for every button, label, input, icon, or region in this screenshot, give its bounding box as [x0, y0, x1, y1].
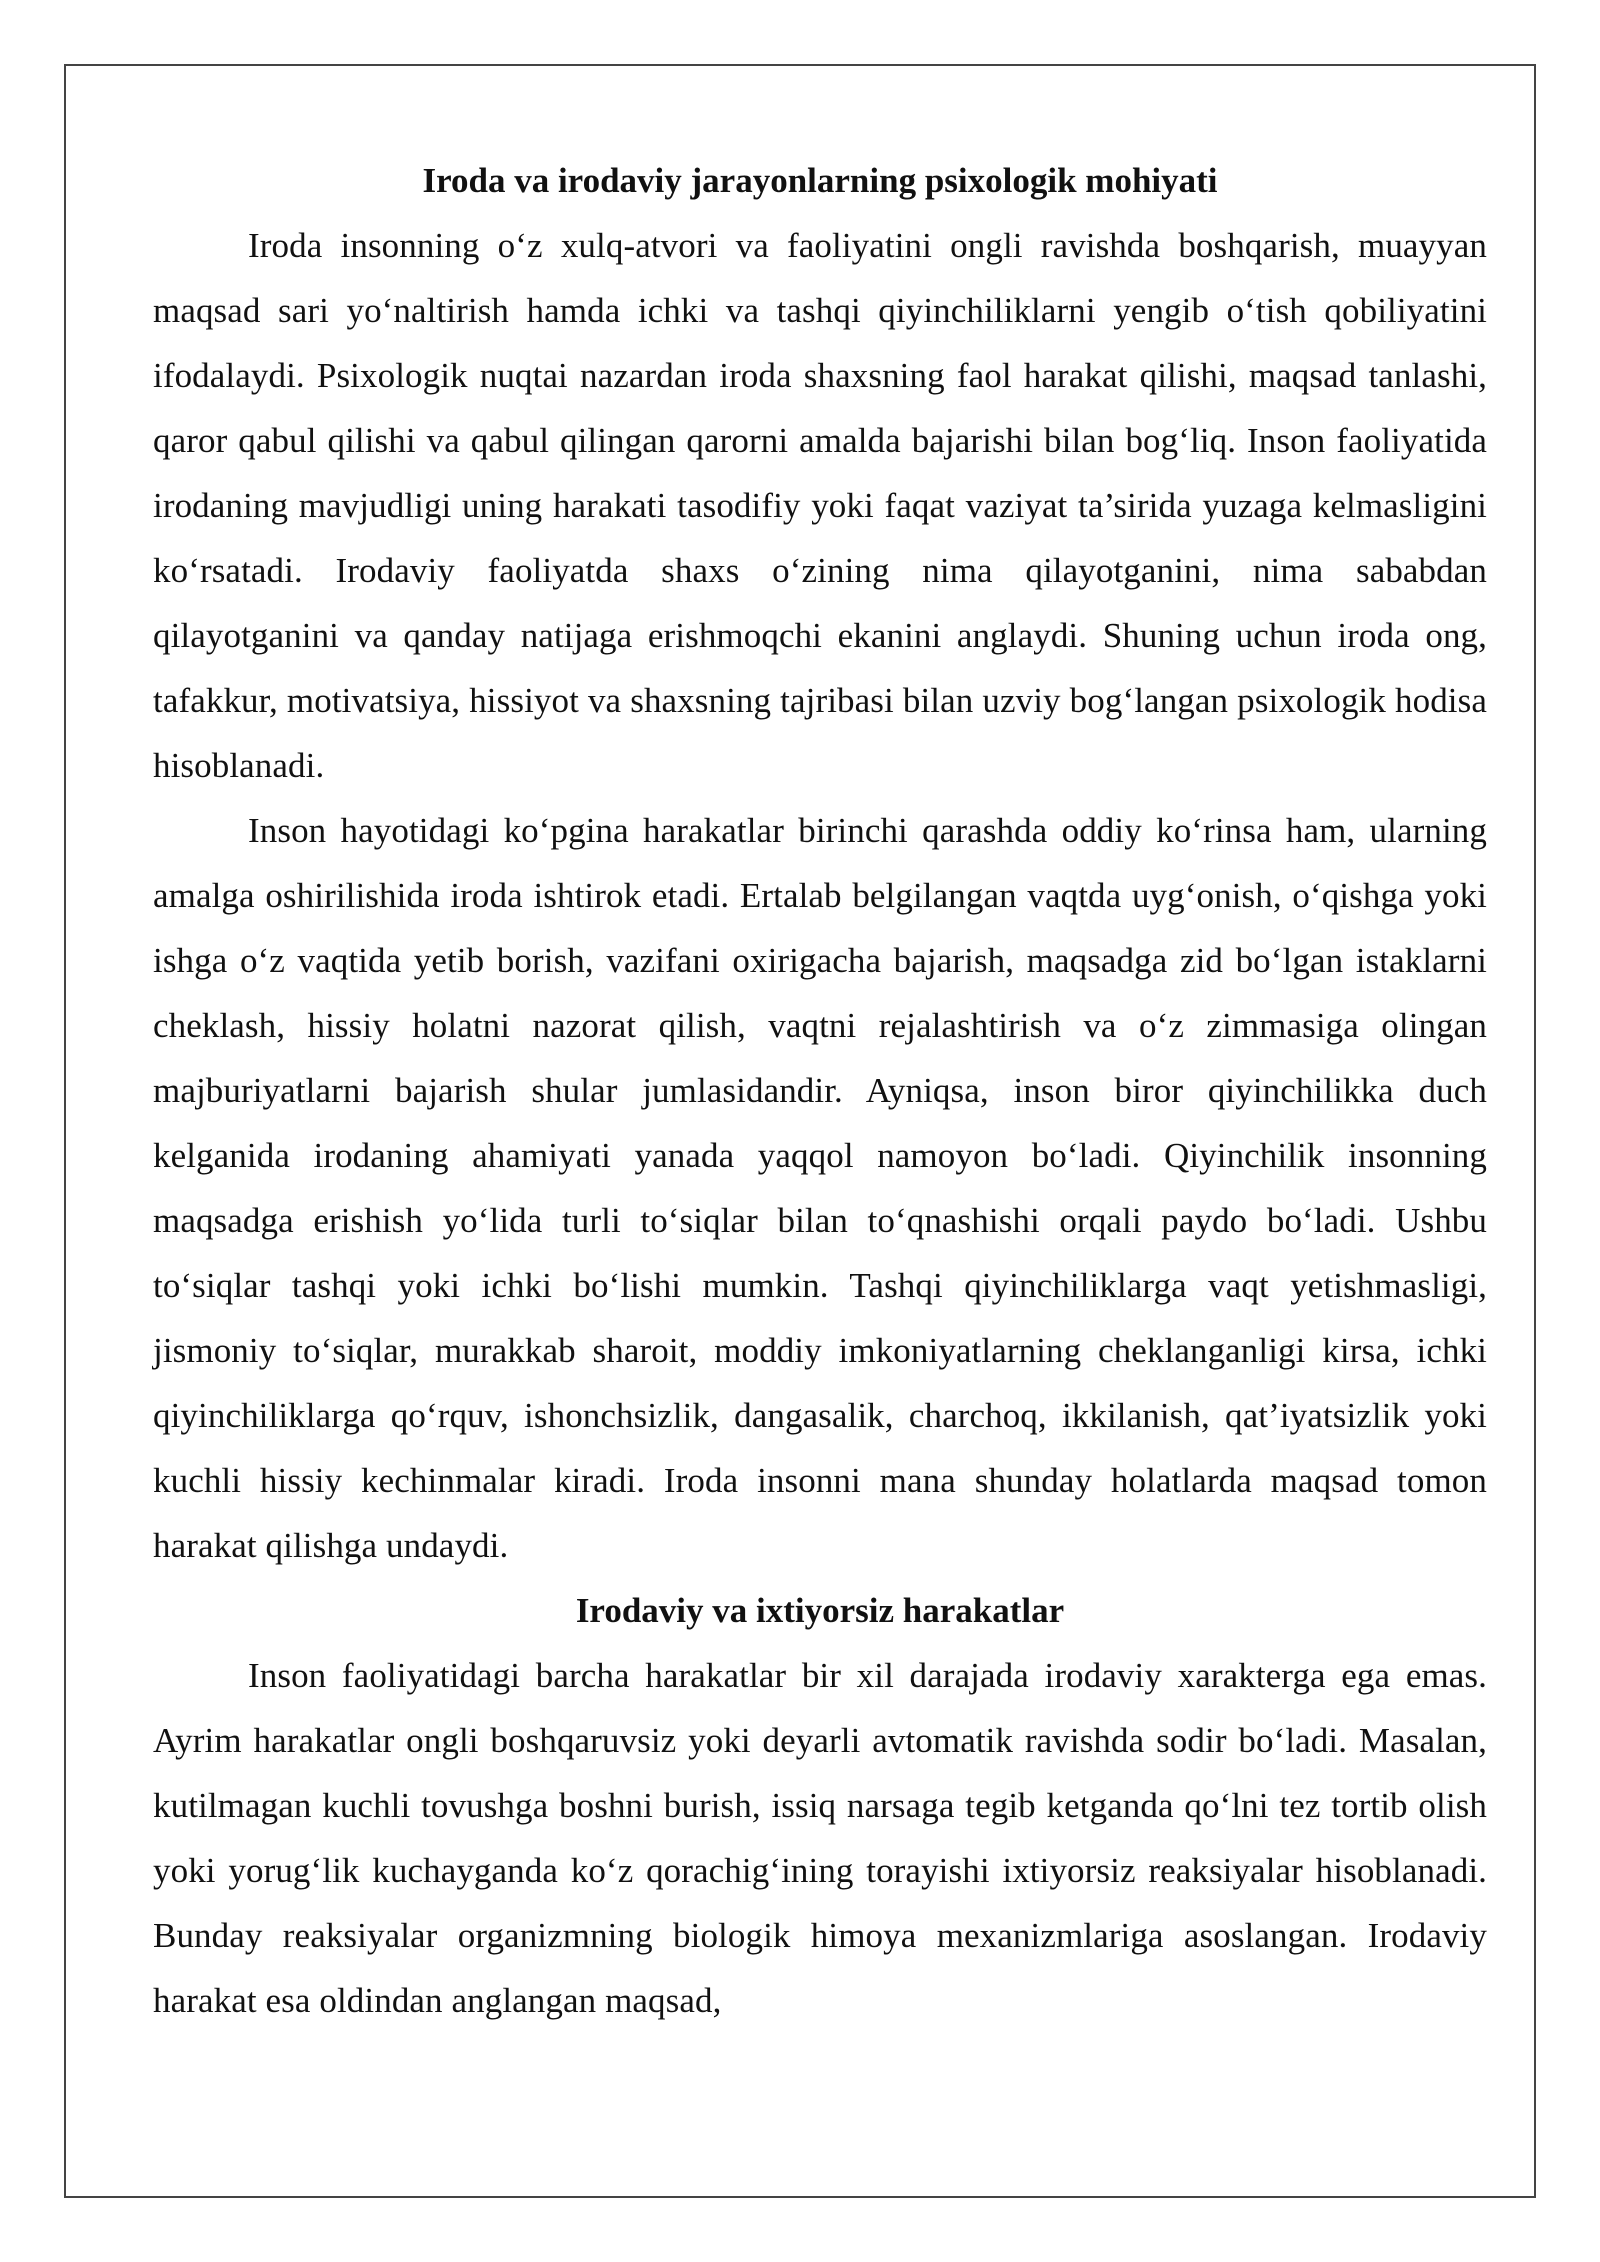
- paragraph-involuntary-actions: Inson faoliyatidagi barcha harakatlar bir xil darajada irodaviy xarakterga ega emas. Ayrim harakatlar ongli boshqaruvsiz yoki deyarli avtomatik ravishda sodir bo‘ladi. Masalan, kutilmagan kuchli tovushga boshni burish, issiq narsaga tegib ketganda qo‘lni tez tortib olish yoki yorug‘lik kuchayganda ko‘z qorachig‘ining torayishi ixtiyorsiz reaksiyalar hisoblanadi. Bunday reaksiyalar organizmning biologik himoya mexanizmlariga asoslangan. Irodaviy harakat esa oldindan anglangan maqsad,: [153, 1656, 1487, 2020]
- paragraph-will-definition: Iroda insonning o‘z xulq-atvori va faoliyatini ongli ravishda boshqarish, muayyan maqsad sari yo‘naltirish hamda ichki va tashqi qiyinchiliklarni yengib o‘tish qobiliyatini ifodalaydi. Psixologik nuqtai nazardan iroda shaxsning faol harakat qilishi, maqsad tanlashi, qaror qabul qilishi va qabul qilingan qarorni amalda bajarishi bilan bog‘liq. Inson faoliyatida irodaning mavjudligi uning harakati tasodifiy yoki faqat vaziyat ta’sirida yuzaga kelmasligini ko‘rsatadi. Irodaviy faoliyatda shaxs o‘zining nima qilayotganini, nima sababdan qilayotganini va qanday natijaga erishmoqchi ekanini anglaydi. Shuning uchun iroda ong, tafakkur, motivatsiya, hissiyot va shaxsning tajribasi bilan uzviy bog‘langan psixologik hodisa hisoblanadi.: [153, 226, 1487, 785]
- section-heading-voluntary-involuntary: Irodaviy va ixtiyorsiz harakatlar: [575, 1591, 1065, 1630]
- section-heading-psychological-essence: Iroda va irodaviy jarayonlarning psixologik mohiyati: [422, 161, 1218, 200]
- document-body: [153, 148, 1487, 2033]
- paragraph-will-in-daily-actions: Inson hayotidagi ko‘pgina harakatlar birinchi qarashda oddiy ko‘rinsa ham, ularning amalga oshirilishida iroda ishtirok etadi. Ertalab belgilangan vaqtda uyg‘onish, o‘qishga yoki ishga o‘z vaqtida yetib borish, vazifani oxirigacha bajarish, maqsadga zid bo‘lgan istaklarni cheklash, hissiy holatni nazorat qilish, vaqtni rejalashtirish va o‘z zimmasiga olingan majburiyatlarni bajarish shular jumlasidandir. Ayniqsa, inson biror qiyinchilikka duch kelganida irodaning ahamiyati yanada yaqqol namoyon bo‘ladi. Qiyinchilik insonning maqsadga erishish yo‘lida turli to‘siqlar bilan to‘qnashishi orqali paydo bo‘ladi. Ushbu to‘siqlar tashqi yoki ichki bo‘lishi mumkin. Tashqi qiyinchiliklarga vaqt yetishmasligi, jismoniy to‘siqlar, murakkab sharoit, moddiy imkoniyatlarning cheklanganligi kirsa, ichki qiyinchiliklarga qo‘rquv, ishonchsizlik, dangasalik, charchoq, ikkilanish, qat’iyatsizlik yoki kuchli hissiy kechinmalar kiradi. Iroda insonni mana shunday holatlarda maqsad tomon harakat qilishga undaydi.: [153, 811, 1487, 1565]
